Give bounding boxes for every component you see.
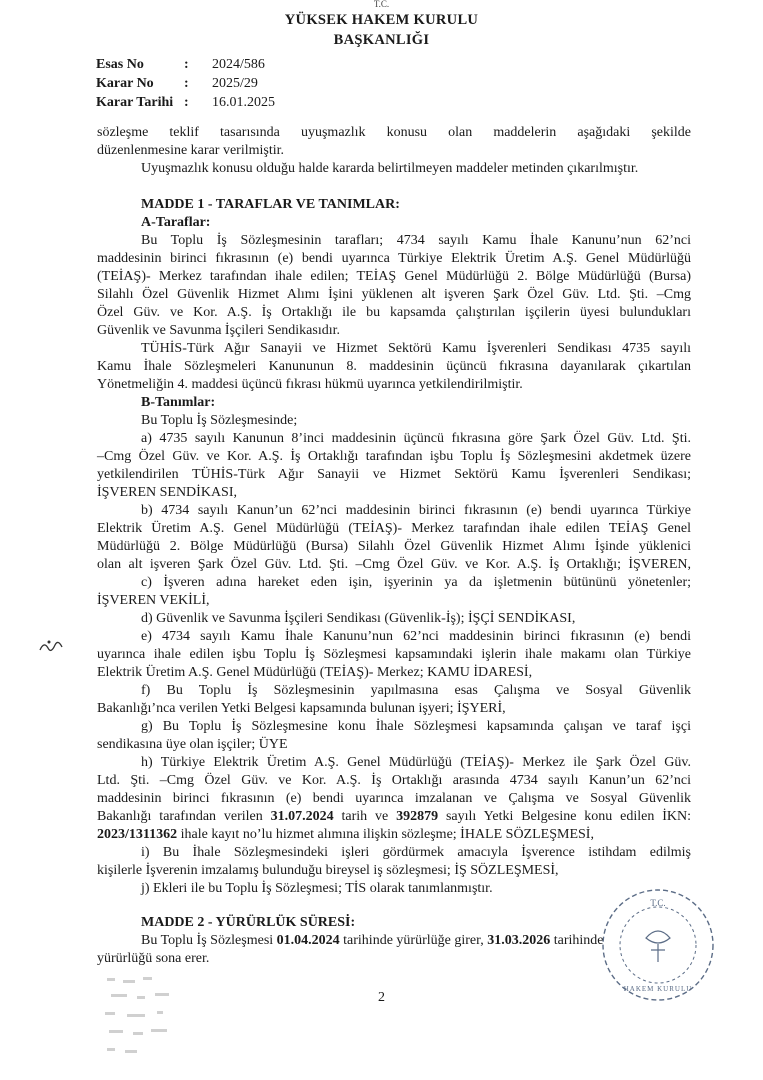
permit-number: 392879 [396, 809, 439, 824]
svg-text:T.C.: T.C. [650, 898, 666, 908]
text-line: h) Türkiye Elektrik Üretim A.Ş. Genel Müdürlüğü (TEİAŞ)- Merkez ile Şark Özel Güv. [141, 755, 691, 770]
official-seal-stamp [599, 886, 717, 1004]
section-b-title: B-Tanımlar: [141, 395, 216, 410]
header-subtitle: BAŞKANLIĞI [333, 32, 430, 48]
text-line: Elektrik Üretim A.Ş. Genel Müdürlüğü (TEİAŞ)- Merkez; KAMU İDARESİ, [97, 665, 533, 680]
text-line: maddesinin birinci fıkrasının (e) bendi uyarınca Türkiye Elektrik Üretim A.Ş. Genel Müdürlüğü [97, 251, 691, 266]
text-line: yürürlüğü sona erer. [97, 951, 210, 966]
decision-number-row [96, 74, 275, 93]
text-line: düzenlenmesine karar verilmiştir. [97, 143, 284, 158]
expiry-date: 31.03.2026 [487, 933, 551, 948]
text-segment: tarihinde yürürlüğe girer, [339, 933, 488, 948]
text-line: sözleşme teklif tasarısında uyuşmazlık konusu olan maddelerin aşağıdaki şekilde [97, 125, 691, 140]
permit-date: 31.07.2024 [270, 809, 334, 824]
header-title: YÜKSEK HAKEM KURULU [284, 12, 479, 28]
text-line: Bu Toplu İş Sözleşmesinin tarafları; 4734 sayılı Kamu İhale Kanunu’nun 62’nci [141, 233, 691, 248]
text-line [97, 808, 691, 826]
text-segment: sayılı Yetki Belgesine konu edilen İKN: [438, 809, 691, 824]
case-number-label: Esas No [96, 57, 144, 72]
article-2-title: MADDE 2 - YÜRÜRLÜK SÜRESİ: [141, 915, 356, 930]
decision-date-row [96, 93, 275, 112]
effective-date: 01.04.2024 [276, 933, 340, 948]
text-line: sendikasına üye olan işçiler; ÜYE [97, 737, 288, 752]
case-info [96, 55, 275, 112]
text-segment: Bu Toplu İş Sözleşmesi [141, 933, 277, 948]
text-line: TÜHİS-Türk Ağır Sanayii ve Hizmet Sektörü Kamu İşverenleri Sendikası 4735 sayılı [141, 341, 691, 356]
text-line: g) Bu Toplu İş Sözleşmesine konu İhale Sözleşmesi kapsamında çalışan ve taraf işçi [141, 719, 691, 734]
text-segment: ihale kayıt no’lu hizmet alımına ilişkin sözleşme; İHALE SÖZLEŞMESİ, [177, 827, 594, 842]
text-line: uyarınca ihale edilen işbu Toplu İş Sözleşmesi kapsamındaki işlerin ihale makamı olan Türkiye [97, 647, 691, 662]
decision-number-label: Karar No [96, 76, 154, 91]
margin-mark [36, 636, 66, 658]
text-line: c) İşveren adına hareket eden işin, işyerinin ya da işletmenin bütününü yönetenler; [141, 575, 691, 590]
text-line: d) Güvenlik ve Savunma İşçileri Sendikası (Güvenlik-İş); İŞÇİ SENDİKASI, [141, 611, 576, 626]
text-segment: tarihinde [550, 933, 604, 948]
text-line: j) Ekleri ile bu Toplu İş Sözleşmesi; TİS olarak tanımlanmıştır. [141, 881, 493, 896]
case-number-value: 2024/586 [212, 57, 265, 72]
text-line: Bakanlığı’nca verilen Yetki Belgesi kapsamında bulunan işyeri; İŞYERİ, [97, 701, 506, 716]
page-number: 2 [378, 990, 385, 1005]
case-number-row [96, 55, 275, 74]
text-line: a) 4735 sayılı Kanunun 8’inci maddesinin üçüncü fıkrasına göre Şark Özel Güv. Ltd. Şti. [141, 431, 691, 446]
decision-date-value: 16.01.2025 [212, 95, 275, 110]
text-line: İŞVEREN VEKİLİ, [97, 593, 210, 608]
text-line: Ltd. Şti. –Cmg Özel Güv. ve Kor. A.Ş. İş Ortaklığı arasında 4734 sayılı Kanun’un 62’nci [97, 773, 691, 788]
text-line: e) 4734 sayılı Kamu İhale Kanunu’nun 62’nci maddesinin birinci fıkrasının (e) bendi [141, 629, 691, 644]
text-line: Uyuşmazlık konusu olduğu halde kararda belirtilmeyen maddeler metinden çıkarılmıştır. [141, 161, 639, 176]
decision-number-value: 2025/29 [212, 76, 258, 91]
text-line: Kamu İhale Sözleşmeleri Kanununun 8. maddesinin üçüncü fıkrasına dayanılarak çıkartılan [97, 359, 691, 374]
separator: : [184, 95, 189, 110]
text-line: İŞVEREN SENDİKASI, [97, 485, 237, 500]
text-line: –Cmg Özel Güv. ve Kor. A.Ş. İş Ortaklığı tarafından işbu Toplu İş Sözleşmesini akdetmek üzere [97, 449, 691, 464]
text-line: Güvenlik ve Savunma İşçileri Sendikasıdır. [97, 323, 341, 338]
text-line: Silahlı Özel Güvenlik Hizmet Alımı İşini yüklenen alt işveren Şark Özel Güv. Ltd. Şti. –Cmg [97, 287, 691, 302]
text-line: (TEİAŞ)- Merkez tarafından ihale edilen; TEİAŞ Genel Müdürlüğü 2. Bölge Müdürlüğü (Bursa) [97, 269, 691, 284]
svg-text:HAKEM KURULU: HAKEM KURULU [623, 985, 693, 993]
text-line: kişilerle İşverenin imzalamış bulunduğu bireysel iş sözleşmesi; İŞ SÖZLEŞMESİ, [97, 863, 559, 878]
decision-date-label: Karar Tarihi [96, 95, 174, 110]
article-1-title: MADDE 1 - TARAFLAR VE TANIMLAR: [141, 197, 400, 212]
text-line: Özel Güv. ve Kor. A.Ş. İş Ortaklığı ile bu kapsamda çalıştırılan işçilerin üyesi bulundukları [97, 305, 691, 320]
text-line: i) Bu İhale Sözleşmesindeki işleri gördürmek amacıyla İşverence istihdam edilmiş [141, 845, 691, 860]
text-line: b) 4734 sayılı Kanun’un 62’nci maddesinin birinci fıkrasının (e) bendi uyarınca Türkiye [141, 503, 691, 518]
tender-number: 2023/1311362 [97, 827, 178, 842]
faded-imprint [97, 970, 247, 1070]
header-stub: T.C. [373, 0, 390, 9]
text-line: yetkilendirilen TÜHİS-Türk Ağır Sanayii ve Hizmet Sektörü Kamu İşverenleri Sendikası; [97, 467, 691, 482]
separator: : [184, 76, 189, 91]
text-segment: tarih ve [333, 809, 397, 824]
text-line: Yönetmeliğin 4. maddesi üçüncü fıkrası hükmü uyarınca yetkilendirilmiştir. [97, 377, 523, 392]
text-line: f) Bu Toplu İş Sözleşmesinin yapılmasına esas Çalışma ve Sosyal Güvenlik [141, 683, 691, 698]
text-line: olan alt işveren Şark Özel Güv. Ltd. Şti. –Cmg Özel Güv. ve Kor. A.Ş. İş Ortaklığı; İŞVEREN, [97, 557, 691, 572]
text-line: maddesinin birinci fıkrasının (e) bendi uyarınca imzalanan ve Çalışma ve Sosyal Güvenlik [97, 791, 691, 806]
text-line [97, 826, 691, 844]
separator: : [184, 57, 189, 72]
text-line: Elektrik Üretim A.Ş. Genel Müdürlüğü (TEİAŞ)- Merkez tarafından ihale edilen TEİAŞ Genel [97, 521, 691, 536]
text-line: Bu Toplu İş Sözleşmesinde; [141, 413, 298, 428]
section-a-title: A-Taraflar: [141, 215, 211, 230]
text-segment: Bakanlığı tarafından verilen [97, 809, 271, 824]
text-line: Müdürlüğü 2. Bölge Müdürlüğü (Bursa) Silahlı Özel Güvenlik Hizmet Alımı İşinde yüklenici [97, 539, 691, 554]
